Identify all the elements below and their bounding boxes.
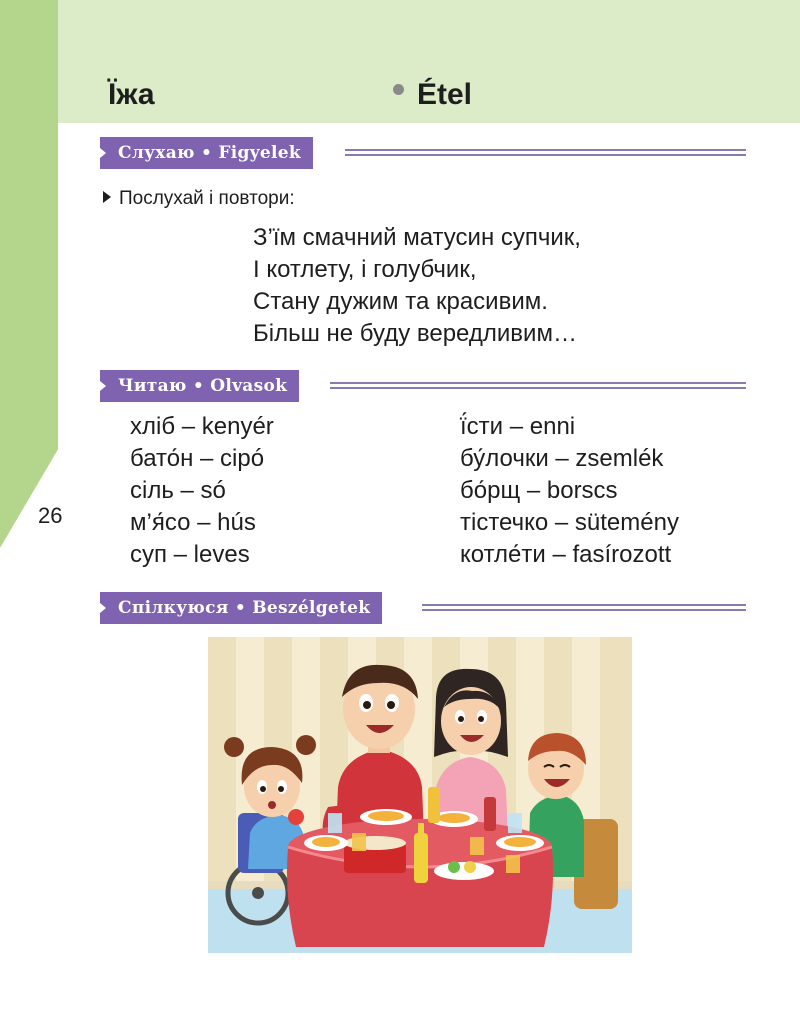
poem-line: І котлету, і голубчик, xyxy=(253,256,477,283)
section-rule xyxy=(422,604,746,613)
section-header-read xyxy=(100,370,746,402)
section-label-talk: Спілкуюся • Beszélgetek xyxy=(100,592,382,624)
section-rule xyxy=(345,149,746,158)
vocabulary-item: хліб – kenyér xyxy=(130,413,274,440)
side-tab xyxy=(0,0,58,548)
poem xyxy=(253,222,581,350)
section-rule xyxy=(330,382,746,391)
vocabulary-item: тістечко – sütemény xyxy=(460,509,679,536)
play-triangle-icon xyxy=(103,191,111,203)
section-label-read: Читаю • Olvasok xyxy=(100,370,299,402)
vocabulary-item: ї́сти – enni xyxy=(460,413,576,440)
instruction-text: Послухай і повтори: xyxy=(119,188,295,209)
page-number: 26 xyxy=(38,503,63,528)
vocabulary-left-column xyxy=(130,411,274,571)
page-title-hungarian: Étel xyxy=(417,78,473,111)
vocabulary-item: бато́н – cipó xyxy=(130,445,265,472)
poem-line: Більш не буду вередливим… xyxy=(253,320,577,347)
section-header-talk xyxy=(100,592,746,624)
title-separator-dot xyxy=(393,84,404,95)
vocabulary-item: котле́ти – fasírozott xyxy=(460,541,672,568)
family-dinner-illustration xyxy=(208,637,632,953)
vocabulary-item: бу́лочки – zsemlék xyxy=(460,445,664,472)
instruction xyxy=(103,188,295,210)
vocabulary-item: бо́рщ – borscs xyxy=(460,477,618,504)
poem-line: Стану дужим та красивим. xyxy=(253,288,548,315)
poem-line: З’їм смачний матусин супчик, xyxy=(253,224,581,251)
vocabulary-item: м’я́со – hús xyxy=(130,509,256,536)
vocabulary-item: сіль – só xyxy=(130,477,226,504)
vocabulary-item: суп – leves xyxy=(130,541,250,568)
vocabulary-right-column xyxy=(460,411,679,571)
page-title-ukrainian: Їжа xyxy=(108,78,155,111)
section-label-listen: Слухаю • Figyelek xyxy=(100,137,313,169)
section-header-listen xyxy=(100,137,746,169)
